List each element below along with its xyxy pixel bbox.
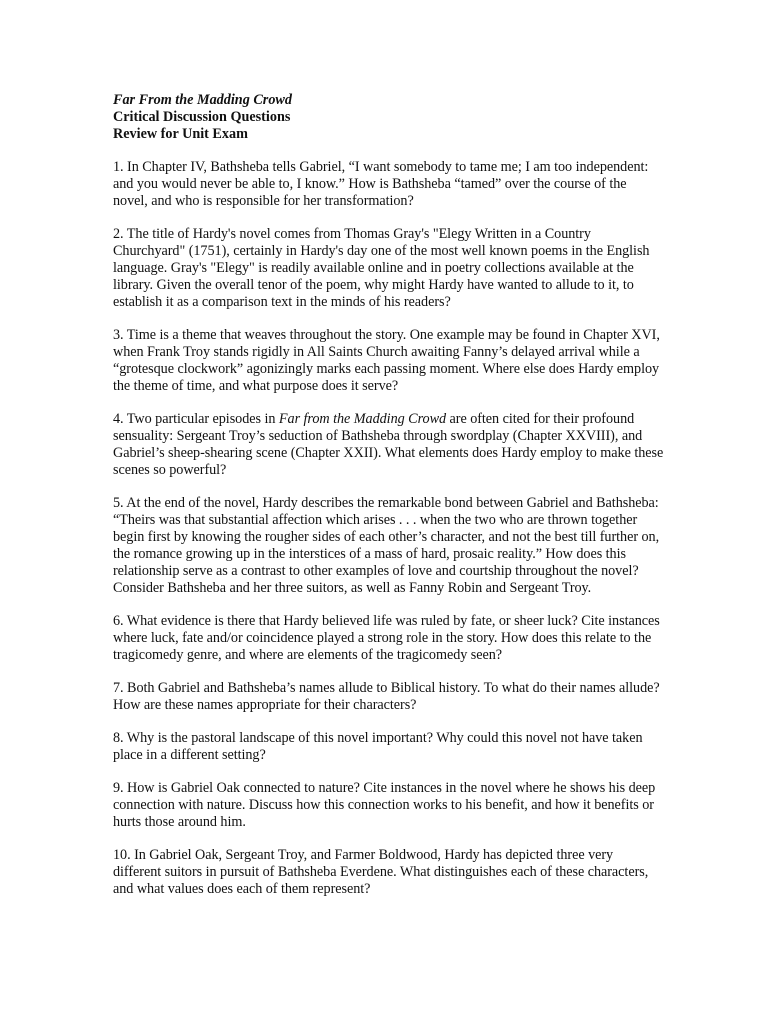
question-number: 1.: [113, 159, 124, 175]
question-text: What evidence is there that Hardy believed life was ruled by fate, or sheer luck? Cite instances where luck, fate and/or coincidence played a strong role in the story. How does this relate to the tragicomedy genre, and where are elements of the tragicomedy seen?: [113, 613, 660, 663]
question-text: Both Gabriel and Bathsheba’s names allude to Biblical history. To what do their names allude? How are these names appropriate for their characters?: [113, 680, 660, 713]
question-8: [113, 730, 664, 764]
question-3: [113, 327, 664, 395]
question-4: [113, 411, 664, 479]
question-text: Time is a theme that weaves throughout the story. One example may be found in Chapter XVI, when Frank Troy stands rigidly in All Saints Church awaiting Fanny’s delayed arrival while a “grotesque clockwork” agonizingly marks each passing moment. Where else does Hardy employ the theme of time, and what purpose does it serve?: [113, 327, 660, 394]
question-6: [113, 613, 664, 664]
question-number: 8.: [113, 730, 124, 746]
question-text: Why is the pastoral landscape of this novel important? Why could this novel not have taken place in a different setting?: [113, 730, 643, 763]
question-number: 2.: [113, 226, 124, 242]
question-5: [113, 495, 664, 597]
question-number: 10.: [113, 847, 131, 863]
question-9: [113, 780, 664, 831]
question-10: [113, 847, 664, 898]
question-text: In Gabriel Oak, Sergeant Troy, and Farmer Boldwood, Hardy has depicted three very different suitors in pursuit of Bathsheba Everdene. What distinguishes each of these characters, and what values does each of them represent?: [113, 847, 649, 897]
document-subtitle: Critical Discussion Questions: [113, 109, 291, 125]
document-title: Far From the Madding Crowd: [113, 92, 292, 108]
question-number: 7.: [113, 680, 124, 696]
question-7: [113, 680, 664, 714]
question-text-pre: Two particular episodes in: [126, 411, 279, 427]
question-1: [113, 159, 664, 210]
question-number: 6.: [113, 613, 124, 629]
question-text: The title of Hardy's novel comes from Thomas Gray's "Elegy Written in a Country Churchyard" (1751), certainly in Hardy's day one of the most well known poems in the English language. Gray's "Elegy" is readily available online and in poetry collections available at the library. Given the overall tenor of the poem, why might Hardy have wanted to allude to it, to establish it as a comparison text in the minds of his readers?: [113, 226, 650, 310]
question-number: 3.: [113, 327, 124, 343]
question-number: 4.: [113, 411, 124, 427]
novel-title-italic: Far from the Madding Crowd: [278, 411, 447, 427]
question-number: 5.: [113, 495, 124, 511]
question-2: [113, 226, 664, 311]
question-text: How is Gabriel Oak connected to nature? Cite instances in the novel where he shows his deep connection with nature. Discuss how this connection works to his benefit, and how it benefits or hurts those around him.: [113, 780, 656, 830]
document-header: [113, 92, 664, 143]
document-review-line: Review for Unit Exam: [113, 126, 248, 142]
question-text: At the end of the novel, Hardy describes the remarkable bond between Gabriel and Bathsheba: “Theirs was that substantial affection which arises . . . when the two who are thrown together begin first by knowing the rougher sides of each other’s character, and not the best till further on, the romance growing up in the interstices of a mass of hard, prosaic reality.” How does this relationship serve as a contrast to other examples of love and courtship throughout the novel? Consider Bathsheba and her three suitors, as well as Fanny Robin and Sergeant Troy.: [113, 495, 660, 596]
question-text-post: are often cited for their profound sensuality: Sergeant Troy’s seduction of Bathsheba through swordplay (Chapter XXVIII), and Gabriel’s sheep-shearing scene (Chapter XXII). What elements does Hardy employ to make these scenes so powerful?: [113, 411, 664, 478]
question-text: In Chapter IV, Bathsheba tells Gabriel, “I want somebody to tame me; I am too independent: and you would never be able to, I know.” How is Bathsheba “tamed” over the course of the novel, and who is responsible for her transformation?: [113, 159, 649, 209]
question-number: 9.: [113, 780, 124, 796]
